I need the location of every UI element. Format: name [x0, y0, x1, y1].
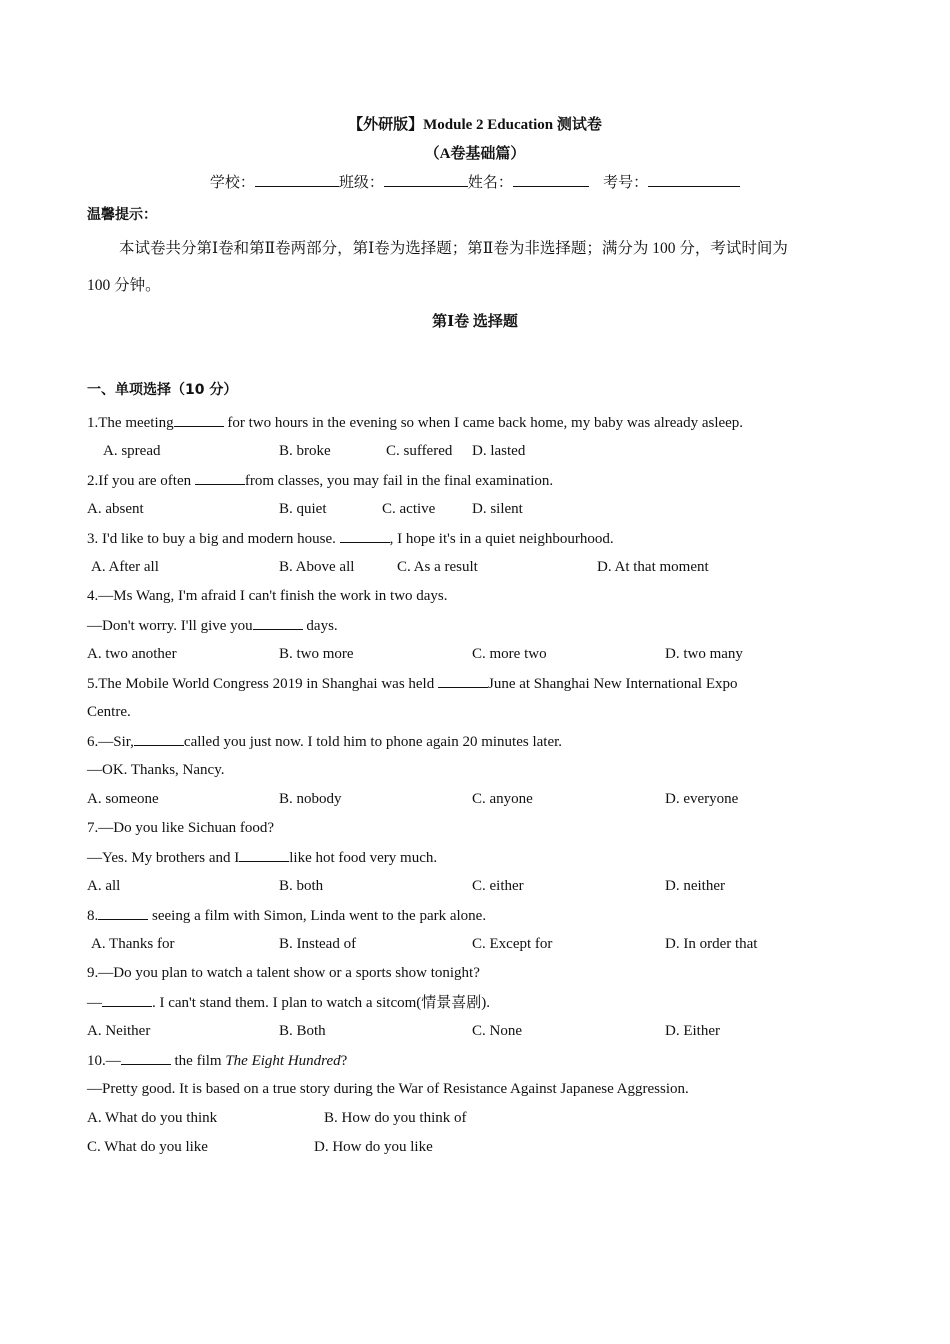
q3-option-d[interactable]: D. At that moment	[597, 559, 709, 575]
notice-text-line1: 本试卷共分第Ⅰ卷和第Ⅱ卷两部分，第Ⅰ卷为选择题；第Ⅱ卷为非选择题；满分为 100 分，考试时间为	[119, 240, 788, 257]
q2-option-a[interactable]: A. absent	[87, 501, 144, 517]
question-5: 5.The Mobile World Congress 2019 in Shanghai was held June at Shanghai New International Expo	[87, 673, 738, 694]
notice-text-line2: 100 分钟。	[87, 277, 161, 294]
q2-option-b[interactable]: B. quiet	[279, 501, 327, 517]
question-1: 1.The meeting for two hours in the evening so when I came back home, my baby was already asleep.	[87, 412, 743, 433]
q9-option-d[interactable]: D. Either	[665, 1023, 720, 1039]
question-6: 6.—Sir, called you just now. I told him to phone again 20 minutes later.	[87, 731, 562, 752]
answer-blank[interactable]	[134, 731, 184, 746]
q10-option-a[interactable]: A. What do you think	[87, 1110, 218, 1126]
question-5-continued: Centre.	[87, 704, 131, 720]
part-title: 第Ⅰ卷 选择题	[432, 314, 518, 330]
question-2: 2.If you are often from classes, you may fail in the final examination.	[87, 470, 553, 491]
q7-option-b[interactable]: B. both	[279, 878, 324, 894]
school-label: 学校：	[209, 173, 255, 191]
question-10: 10.— the film The Eight Hundred?	[87, 1050, 347, 1071]
q9-option-b[interactable]: B. Both	[279, 1023, 326, 1039]
q10-option-d[interactable]: D. How do you like	[314, 1139, 433, 1155]
q7-option-d[interactable]: D. neither	[665, 878, 725, 894]
answer-blank[interactable]	[438, 673, 488, 688]
answer-blank[interactable]	[195, 470, 245, 485]
question-9-line2: — . I can't stand them. I plan to watch a sitcom(情景喜剧).	[87, 992, 490, 1013]
q4-option-a[interactable]: A. two another	[87, 646, 177, 662]
q7-option-c[interactable]: C. either	[472, 878, 524, 894]
answer-blank[interactable]	[121, 1050, 171, 1065]
school-blank[interactable]	[255, 172, 339, 187]
question-8: 8. seeing a film with Simon, Linda went to the park alone.	[87, 905, 486, 926]
notice-heading: 温馨提示：	[87, 207, 157, 223]
q4-option-c[interactable]: C. more two	[472, 646, 547, 662]
answer-blank[interactable]	[239, 847, 289, 862]
q8-option-c[interactable]: C. Except for	[472, 936, 553, 952]
film-title: The Eight Hundred	[225, 1053, 341, 1069]
q7-option-a[interactable]: A. all	[87, 878, 121, 894]
question-9-line1: 9.—Do you plan to watch a talent show or a sports show tonight?	[87, 965, 480, 981]
q8-option-b[interactable]: B. Instead of	[279, 936, 357, 952]
q6-option-d[interactable]: D. everyone	[665, 791, 739, 807]
answer-blank[interactable]	[98, 905, 148, 920]
exam-number-label: 考号：	[603, 173, 649, 191]
q4-option-d[interactable]: D. two many	[665, 646, 743, 662]
answer-blank[interactable]	[340, 528, 390, 543]
page-title: 【外研版】Module 2 Education 测试卷	[348, 117, 602, 133]
name-label: 姓名：	[467, 173, 513, 191]
q6-option-a[interactable]: A. someone	[87, 791, 159, 807]
question-6-line2: —OK. Thanks, Nancy.	[87, 762, 225, 778]
q8-option-d[interactable]: D. In order that	[665, 936, 758, 952]
question-10-line2: —Pretty good. It is based on a true story during the War of Resistance Against Japanese Aggression.	[87, 1081, 689, 1097]
q1-option-d[interactable]: D. lasted	[472, 443, 526, 459]
q1-option-a[interactable]: A. spread	[103, 443, 161, 459]
question-3: 3. I'd like to buy a big and modern house. , I hope it's in a quiet neighbourhood.	[87, 528, 614, 549]
exam-number-blank[interactable]	[648, 172, 740, 187]
q4-option-b[interactable]: B. two more	[279, 646, 354, 662]
q9-option-c[interactable]: C. None	[472, 1023, 522, 1039]
q1-option-c[interactable]: C. suffered	[386, 443, 453, 459]
name-blank[interactable]	[513, 172, 589, 187]
q6-option-b[interactable]: B. nobody	[279, 791, 342, 807]
page-subtitle: （A卷基础篇）	[424, 146, 526, 162]
q10-option-c[interactable]: C. What do you like	[87, 1139, 208, 1155]
question-4-line2: —Don't worry. I'll give you days.	[87, 615, 338, 636]
q3-option-b[interactable]: B. Above all	[279, 559, 355, 575]
q3-option-c[interactable]: C. As a result	[397, 559, 478, 575]
class-label: 班级：	[338, 173, 384, 191]
q2-option-d[interactable]: D. silent	[472, 501, 523, 517]
q6-option-c[interactable]: C. anyone	[472, 791, 533, 807]
student-info-row	[0, 172, 950, 192]
answer-blank[interactable]	[253, 615, 303, 630]
q1-option-b[interactable]: B. broke	[279, 443, 331, 459]
answer-blank[interactable]	[102, 992, 152, 1007]
q10-option-b[interactable]: B. How do you think of	[324, 1110, 467, 1126]
answer-blank[interactable]	[174, 412, 224, 427]
q8-option-a[interactable]: A. Thanks for	[91, 936, 175, 952]
q3-option-a[interactable]: A. After all	[91, 559, 159, 575]
question-7-line1: 7.—Do you like Sichuan food?	[87, 820, 275, 836]
q2-option-c[interactable]: C. active	[382, 501, 436, 517]
section-title: 一、单项选择（10 分）	[87, 382, 238, 398]
q9-option-a[interactable]: A. Neither	[87, 1023, 151, 1039]
class-blank[interactable]	[384, 172, 468, 187]
question-7-line2: —Yes. My brothers and I like hot food very much.	[87, 847, 437, 868]
question-4-line1: 4.—Ms Wang, I'm afraid I can't finish the work in two days.	[87, 588, 448, 604]
